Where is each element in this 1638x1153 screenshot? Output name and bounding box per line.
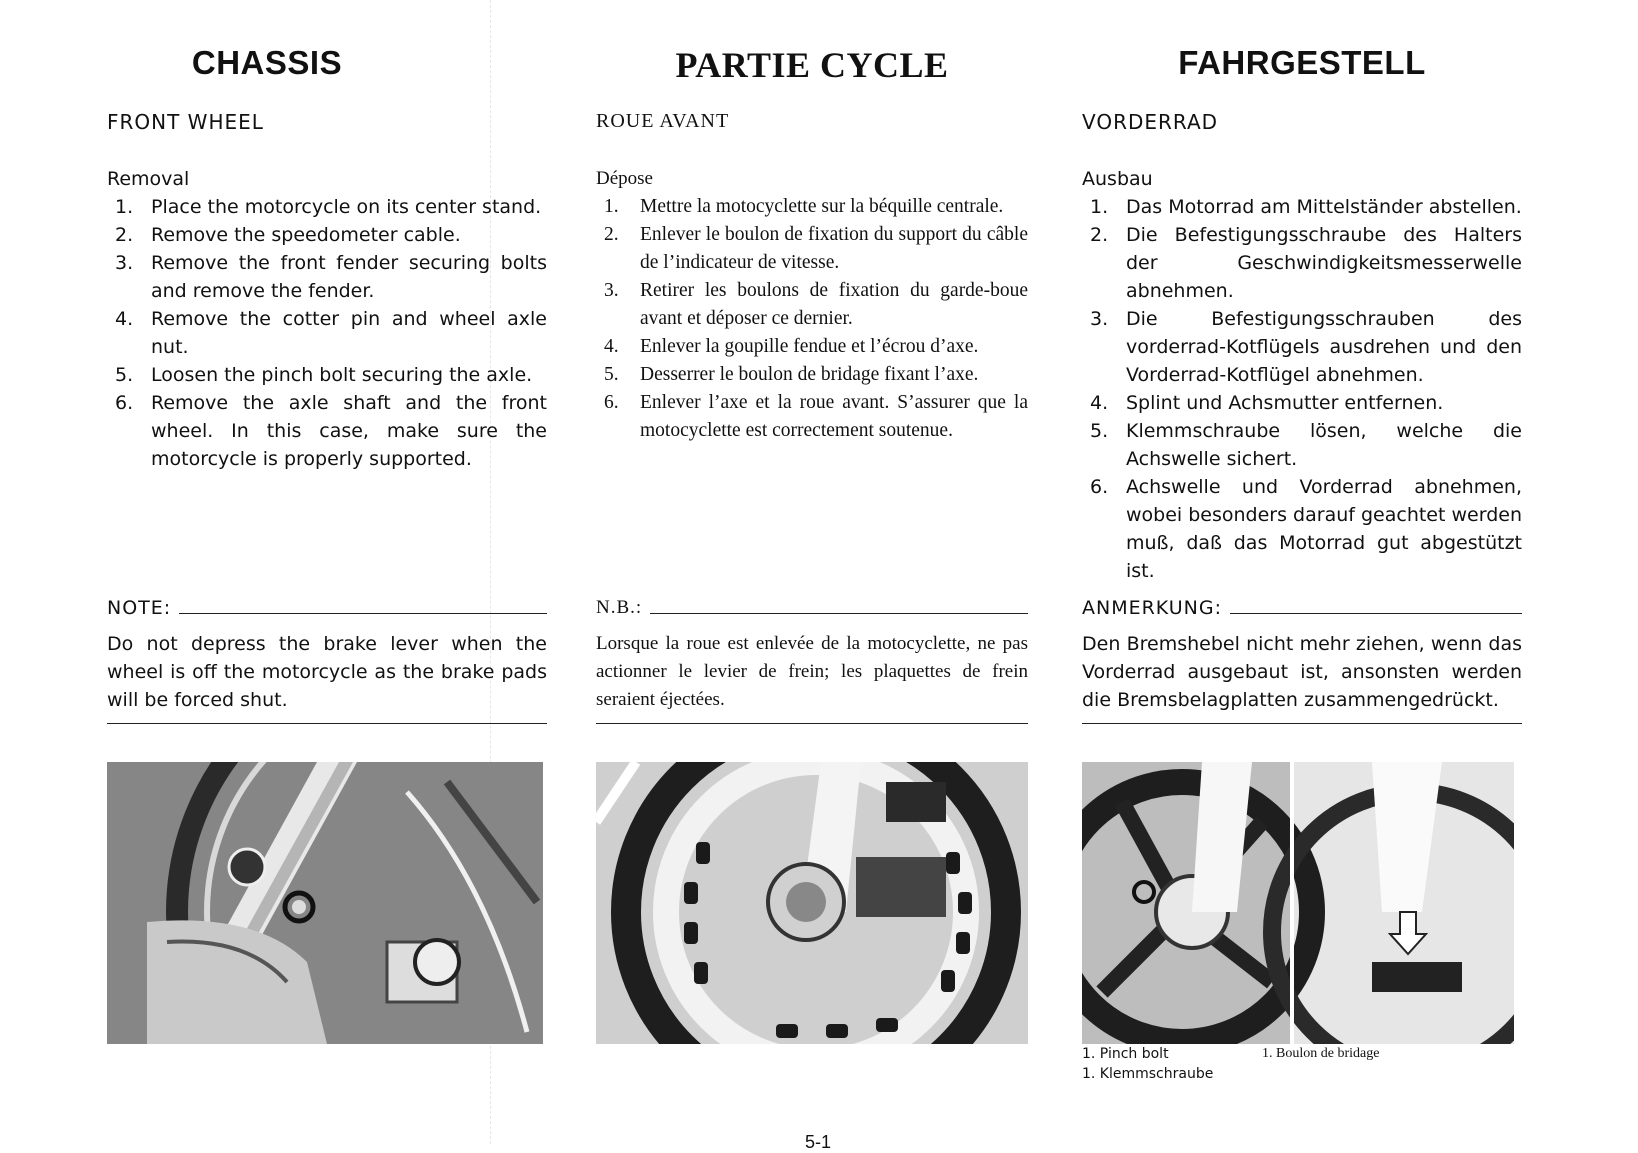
- step-item: 6. Achswelle und Vorderrad abnehmen, wobei besonders darauf geachtet werden muß, daß das Motorrad gut abgestützt ist.: [1090, 476, 1522, 582]
- page-number: 5-1: [805, 1132, 832, 1152]
- note-heading-french: [596, 597, 1028, 619]
- caption-german: 1. Klemmschraube: [1082, 1066, 1214, 1082]
- photo-front-wheel-french: [596, 762, 1028, 1044]
- step-item: 6. Remove the axle shaft and the front wheel. In this case, make sure the motorcycle is properly supported.: [115, 392, 547, 470]
- note-text-german: Den Bremshebel nicht mehr ziehen, wenn das Vorderrad ausgebaut ist, ansonsten werden die Bremsbelagplatten zusammengedrückt.: [1082, 633, 1522, 711]
- note-rule: [107, 723, 547, 724]
- step-item: 3. Retirer les boulons de fixation du garde-boue avant et déposer ce dernier.: [604, 280, 1028, 329]
- steps-list-french: [596, 193, 1028, 445]
- note-text-french: Lorsque la roue est enlevée de la motocyclette, ne pas actionner le levier de frein; les plaquettes de frein seraient éjectées.: [596, 633, 1028, 710]
- step-item: 4. Splint und Achsmutter entfernen.: [1090, 392, 1444, 414]
- note-heading-english: [107, 597, 547, 619]
- step-item: 1. Mettre la motocyclette sur la béquille centrale.: [604, 196, 1004, 217]
- section-heading-english: FRONT WHEEL: [107, 110, 264, 134]
- title-german: FAHRGESTELL: [1178, 44, 1426, 81]
- note-label: N.B.:: [596, 597, 643, 618]
- step-item: 1. Das Motorrad am Mittelständer abstellen.: [1090, 196, 1522, 218]
- note-label: ANMERKUNG:: [1082, 597, 1223, 619]
- note-rule: [596, 723, 1028, 724]
- subheading-french: Dépose: [596, 168, 653, 189]
- step-item: 5. Loosen the pinch bolt securing the axle.: [115, 364, 533, 386]
- step-item: 2. Remove the speedometer cable.: [115, 224, 461, 246]
- step-item: 6. Enlever l’axe et la roue avant. S’assurer que la motocyclette est correctement soutenue.: [604, 392, 1028, 441]
- caption-french: 1. Boulon de bridage: [1262, 1046, 1380, 1061]
- note-underline: [179, 613, 547, 614]
- caption-english: 1. Pinch bolt: [1082, 1046, 1169, 1062]
- title-english: CHASSIS: [191, 44, 343, 81]
- step-item: 5. Klemmschraube lösen, welche die Achswelle sichert.: [1090, 420, 1522, 470]
- step-item: 3. Die Befestigungsschrauben des vorderrad-Kotflügels ausdrehen und den Vorderrad-Kotflügel abnehmen.: [1090, 308, 1522, 386]
- step-item: 2. Die Befestigungsschraube des Halters der Geschwindigkeitsmesserwelle abnehmen.: [1090, 224, 1522, 302]
- section-heading-french: ROUE AVANT: [596, 110, 730, 132]
- note-rule: [1082, 723, 1522, 724]
- section-heading-german: VORDERRAD: [1082, 110, 1219, 134]
- note-underline: [1230, 613, 1522, 614]
- steps-list-english: [107, 193, 547, 473]
- step-item: 5. Desserrer le boulon de bridage fixant l’axe.: [604, 364, 979, 385]
- step-item: 4. Remove the cotter pin and wheel axle nut.: [115, 308, 547, 358]
- note-underline: [650, 613, 1028, 614]
- subheading-english: Removal: [107, 168, 190, 190]
- subheading-german: Ausbau: [1082, 168, 1153, 190]
- photo-front-wheel-english: [107, 762, 543, 1044]
- step-item: 4. Enlever la goupille fendue et l’écrou d’axe.: [604, 336, 979, 357]
- title-french: PARTIE CYCLE: [675, 45, 949, 85]
- photo-front-wheel-german: [1082, 762, 1514, 1044]
- note-text-english: Do not depress the brake lever when the wheel is off the motorcycle as the brake pads will be forced shut.: [107, 633, 547, 711]
- note-label: NOTE:: [107, 597, 172, 619]
- note-heading-german: [1082, 597, 1522, 619]
- step-item: 3. Remove the front fender securing bolts and remove the fender.: [115, 252, 547, 302]
- steps-list-german: [1082, 193, 1522, 585]
- step-item: 1. Place the motorcycle on its center stand.: [115, 196, 542, 218]
- step-item: 2. Enlever le boulon de fixation du support du câble de l’indicateur de vitesse.: [604, 224, 1028, 273]
